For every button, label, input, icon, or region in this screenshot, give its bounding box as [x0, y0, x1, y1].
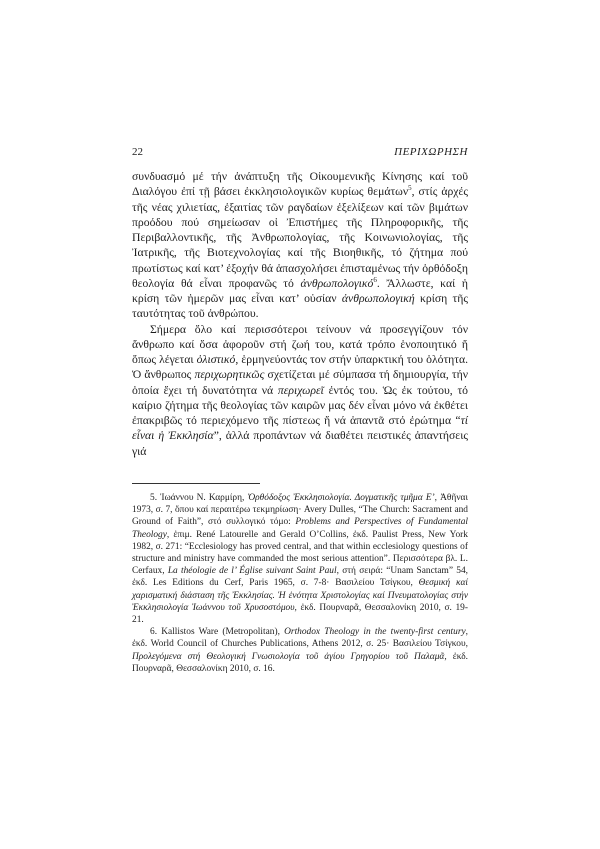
- italic-text: ἀνθρωπολογική: [341, 292, 415, 305]
- paragraph-2: [132, 322, 468, 459]
- text-run: , ἐκδ. Πουρναρᾶ, Θεσσαλονίκη 2010, σ. 16.: [132, 651, 468, 674]
- italic-text: Orthodox Theology in the twenty-first century: [284, 627, 466, 638]
- italic-text: ἀνθρωπολογικό: [300, 276, 374, 290]
- text-run: , ἐπιμ. René Latourelle and Gerald O’Collins, ἐκδ. Paulist Press, New York 1982, σ. 271: “Ecclesiology has proved central, and that within ecclesiology questions of structure and ministry have commanded the most serious attention”. Περισσότερα βλ. L. Cerfaux,: [132, 529, 468, 577]
- text-run: συνδυασμό μέ τήν ἀνάπτυξη τῆς Οἰκουμενικῆς Κίνησης καί τοῦ Διαλόγου ἐπί τῇ βάσει ἐκκλησιολογικῶν κυρίως θεμάτων: [132, 170, 468, 199]
- italic-text: Προλεγόμενα στή Θεολογική Γνωσιολογία τοῦ ἁγίου Γρηγορίου τοῦ Παλαμᾶ: [132, 651, 445, 662]
- text-run: . Ἄλλωστε, καί ἡ κρίση τῶν ἡμερῶν μας εἶναι κατ’ οὐσίαν: [132, 276, 468, 305]
- text-run: κρίση τῆς ταυτότητας τοῦ ἀνθρώπου.: [132, 292, 468, 321]
- text-run: , ἐκδ. World Council of Churches Publications, Athens 2012, σ. 25· Βασιλείου Τσίγκου,: [132, 627, 468, 650]
- italic-text: περιχωρεῖ: [277, 383, 324, 397]
- text-run: ἐντός του. Ὡς ἐκ τούτου, τό καίριο ζήτημα τῆς θεολογίας τῶν καιρῶν μας δέν εἶναι μόνο νά ἐκθέτει ἐπακριβῶς τό περιεχόμενο τῆς πίστεως ἤ νά ἀπαντᾶ στό ἐρώτημα “: [132, 383, 468, 427]
- text-run: Σήμερα ὅλο καί περισσότεροι τείνουν νά προσεγγίζουν τόν ἄνθρωπο καί ὅσα ἀφοροῦν στή ζωή του, κατά τρόπο ἑνοποιητικό ἤ ὅπως λέγεται: [132, 322, 468, 366]
- footnote-5: [132, 492, 468, 626]
- footnote-ref-5: 5: [408, 184, 412, 193]
- running-header: [132, 146, 468, 162]
- main-text: [132, 169, 468, 459]
- text-run: , ἐκδ. Πουρναρᾶ, Θεσσαλονίκη 2010, σ. 19-21.: [132, 602, 468, 626]
- italic-text: La théologie de l’ Église suivant Saint Paul: [167, 566, 337, 577]
- text-run: , στή σειρά: “Unam Sanctam” 54, ἐκδ. Les Editions du Cerf, Paris 1965, σ. 7-8· Βασιλείου Τσίγκου,: [132, 566, 468, 589]
- text-run: , στίς ἀρχές τῆς νέας χιλιετίας, ἐξαιτίας τῶν ραγδαίων ἐξελίξεων καί τῶν βιμάτων προόδου πού σημείωσαν οἱ Ἐπιστήμες τῆς Πληροφορικῆς, τῆς Περιβαλλοντικῆς, τῆς Ἀνθρωπολογίας, τῆς Κοινωνιολογίας, τῆς Ἰατρικῆς, τῆς Βιοτεχνολογίας καί τῆς Βιοηθικῆς, τό ζήτημα πού πρωτίστως καί κατ’ ἐξοχήν θά ἀπασχολήσει ἐπισταμένως τήν ὀρθόδοξη θεολογία θά εἶναι προφανῶς τό: [132, 185, 469, 290]
- italic-text: τί εἶναι ἡ Ἐκκλησία: [132, 414, 468, 443]
- text-run: 5. Ἰωάννου Ν. Καρμίρη,: [150, 493, 248, 503]
- footnote-divider: [132, 483, 260, 484]
- text-run: , Ἀθῆναι 1973, σ. 7, ὅπου καί περαιτέρω τεκμηρίωση· Avery Dulles, “The Church: Sacrament and Ground of Faith”, στό συλλογικό τόμο:: [132, 493, 468, 528]
- text-run: σχετίζεται μέ σύμπασα τή δημιουργία, τήν ὁποία ἔχει τή δυνατότητα νά: [132, 368, 468, 397]
- text-run: 6. Kallistos Ware (Metropolitan),: [150, 627, 285, 638]
- italic-text: Θεσμική καί χαρισματική διάσταση τῆς Ἐκκλησίας. Ἡ ἑνότητα Χριστολογίας καί Πνευματολογίας στήν Ἐκκλησιολογία Ἰωάννου τοῦ Χρυσοστόμου: [132, 578, 469, 613]
- italic-text: περιχωρητικῶς: [194, 368, 265, 382]
- text-run: ”, ἀλλά προπάντων νά διαθέτει πειστικές ἀπαντήσεις γιά: [132, 429, 468, 458]
- text-run: , ἑρμηνεύοντάς τον στήν ὑπαρκτική του ὁλότητα. Ὁ ἄνθρωπος: [132, 353, 469, 382]
- footnotes: [132, 492, 468, 675]
- page-number: 22: [132, 146, 143, 158]
- italic-text: Problems and Perspectives of Fundamental Theology: [132, 517, 468, 540]
- italic-text: ὁλιστικό: [196, 353, 236, 366]
- running-title: ΠΕΡΙΧΩΡΗΣΗ: [394, 146, 468, 158]
- paragraph-1: [132, 169, 468, 322]
- footnote-6: [132, 626, 468, 675]
- footnote-ref-6: 6: [373, 275, 377, 284]
- italic-text: Ὀρθόδοξος Ἐκκλησιολογία. Δογματικῆς τμῆμα Ε’: [247, 493, 435, 503]
